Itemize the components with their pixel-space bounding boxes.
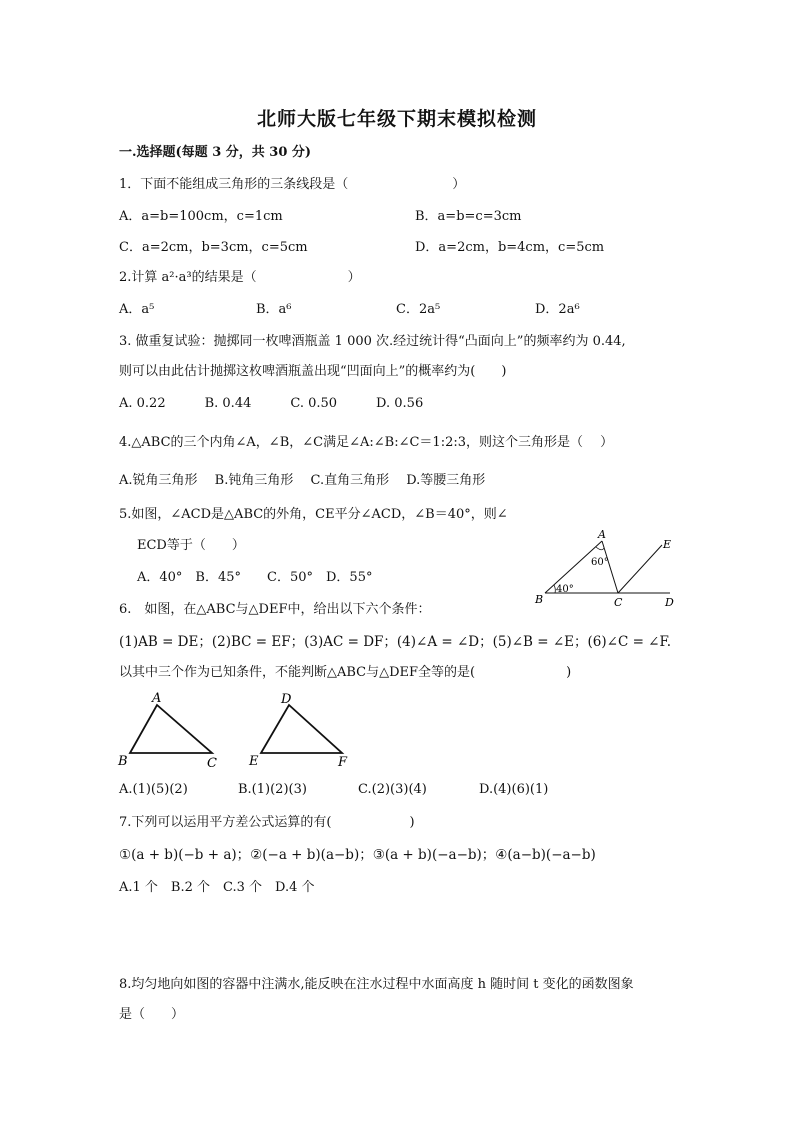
q3-stem-line1: 3. 做重复试验：抛掷同一枚啤酒瓶盖 1 000 次.经过统计得“凸面向上”的频率约为 0.44, [119,334,626,349]
q5-stem-line1: 5.如图，∠ACD是△ABC的外角，CE平分∠ACD，∠B＝40°，则∠ [119,507,508,522]
q5-label-e: E [663,538,672,551]
q6-label-d: D [281,692,292,707]
q6-option-d: D.(4)(6)(1) [479,782,549,797]
q4-options: A.锐角三角形 B.钝角三角形 C.直角三角形 D.等腰三角形 [119,473,486,488]
q1-option-d: D．a=2cm，b=4cm，c=5cm [415,240,605,255]
q8-stem-line1: 8.均匀地向如图的容器中注满水,能反映在注水过程中水面高度 h 随时间 t 变化的函数图象 [119,977,634,992]
q6-option-b: B.(1)(2)(3) [238,782,307,797]
q6-label-b: B [118,754,128,769]
q1-option-b: B．a=b=c=3cm [415,209,522,224]
section-heading: 一.选择题(每题 3 分，共 30 分) [119,145,312,160]
q7-expressions: ①(a + b)(−b + a)；②(−a + b)(a−b)；③(a + b)(−a−b)；④(a−b)(−a−b) [119,847,596,863]
q1-option-a: A．a=b=100cm，c=1cm [119,209,283,224]
q8-stem-line2: 是（ ） [119,1007,185,1022]
q5-label-c: C [614,596,623,609]
q6-figure-abc [115,690,225,770]
q5-angle-b: 40° [556,584,574,595]
q5-label-b: B [535,593,544,606]
q6-option-a: A.(1)(5)(2) [119,782,188,797]
q5-arc-a [596,547,604,550]
q5-angle-a: 60° [591,557,609,568]
q6-label-a: A [152,691,162,706]
q5-label-d: D [665,596,674,609]
q7-options: A.1 个 B.2 个 C.3 个 D.4 个 [119,880,315,895]
q2-option-b: B．a⁶ [256,302,292,317]
q5-options: A．40° B．45° C．50° D．55° [137,570,373,585]
q5-label-a: A [598,528,606,541]
q6-label-f: F [338,755,348,770]
q6-stem: 6. 如图，在△ABC与△DEF中，给出以下六个条件： [119,602,431,617]
page-title: 北师大版七年级下期末模拟检测 [256,108,537,130]
q6-option-c: C.(2)(3)(4) [358,782,427,797]
q6-figure-def [245,690,360,770]
q2-stem: 2.计算 a²·a³的结果是（ ） [119,270,361,285]
q2-option-a: A．a⁵ [119,302,155,317]
q6-stem-line2: 以其中三个作为已知条件，不能判断△ABC与△DEF全等的是( ) [119,665,572,680]
q2-option-d: D．2a⁶ [535,302,580,317]
q7-stem: 7.下列可以运用平方差公式运算的有( ) [119,815,415,830]
q1-option-c: C．a=2cm，b=3cm，c=5cm [119,240,308,255]
q1-stem: 1．下面不能组成三角形的三条线段是（ ） [119,177,466,192]
q6-label-e: E [249,754,259,769]
q3-options: A. 0.22 B. 0.44 C. 0.50 D. 0.56 [119,396,424,411]
q5-figure [530,528,680,612]
q2-option-c: C．2a⁵ [396,302,441,317]
triangle-abc [130,705,212,753]
q6-conditions: (1)AB = DE；(2)BC = EF；(3)AC = DF；(4)∠A = ∠D；(5)∠B = ∠E；(6)∠C = ∠F. [119,634,672,650]
q6-label-c: C [207,756,217,770]
q5-line-ce [618,545,662,593]
q3-stem-line2: 则可以由此估计抛掷这枚啤酒瓶盖出现“凹面向上”的概率约为( ) [119,364,507,379]
q5-stem-line2: ECD等于（ ） [137,538,245,553]
q4-stem: 4.△ABC的三个内角∠A，∠B，∠C满足∠A:∠B:∠C＝1:2:3，则这个三角形是（ ） [119,435,614,450]
triangle-def [261,705,342,753]
